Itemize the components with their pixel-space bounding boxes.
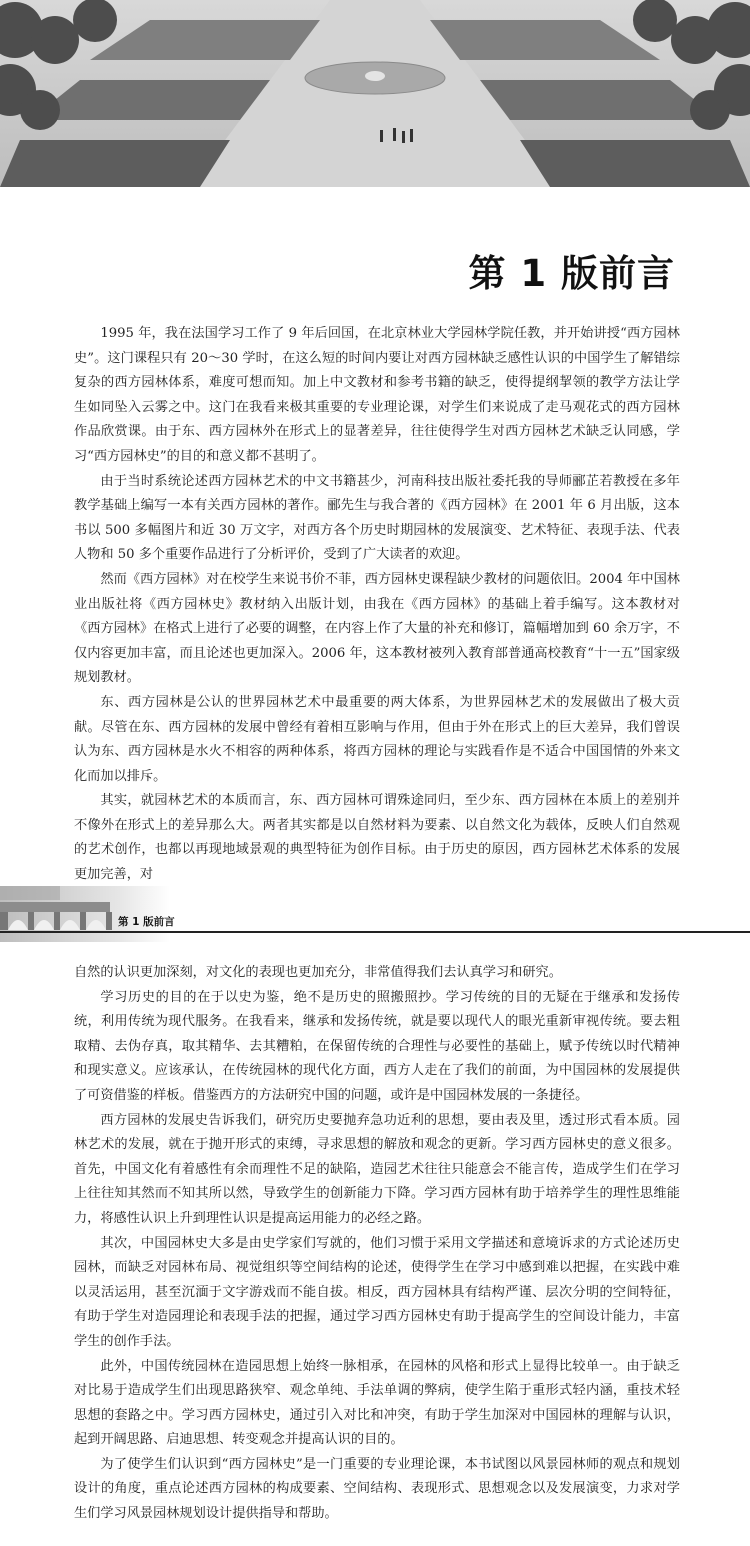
page-header <box>0 886 750 942</box>
header-rule <box>0 931 750 933</box>
paragraph: 其次，中国园林史大多是由史学家们写就的，他们习惯于采用文学描述和意境诉求的方式论述历史园林，而缺乏对园林布局、视觉组织等空间结构的论述，使得学生在学习中感到难以把握，在实践中难以灵活运用，甚至沉湎于文字游戏而不能自拔。相反，西方园林具有结构严谨、层次分明的空间特征，有助于学生对造园理论和表现手法的把握，通过学习西方园林史有助于提高学生的空间设计能力，丰富学生的创作手法。 <box>74 1235 680 1349</box>
paragraph: 然而《西方园林》对在校学生来说书价不菲，西方园林史课程缺少教材的问题依旧。2004 年中国林业出版社将《西方园林史》教材纳入出版计划，由我在《西方园林》的基础上着手编写。这本教材对《西方园林》在格式上进行了必要的调整，在内容上作了大量的补充和修订，篇幅增加到 60 余万字，不仅内容更加丰富，而且论述也更加深入。2006 年，这本教材被列入教育部普通高校教育“十一五”国家级规划教材。 <box>74 571 680 686</box>
paragraph: 此外，中国传统园林在造园思想上始终一脉相承，在园林的风格和形式上显得比较单一。由于缺乏对比易于造成学生们出现思路狭窄、观念单纯、手法单调的弊病，使学生陷于重形式轻内涵，重技术轻思想的套路之中。学习西方园林史，通过引入对比和冲突，有助于学生加深对中国园林的理解与认识，起到开阔思路、启迪思想、转变观念并提高认识的目的。 <box>74 1358 680 1448</box>
running-head: 第 1 版前言 <box>118 916 175 928</box>
body-text-page2 <box>74 961 680 1527</box>
body-text-page1 <box>74 322 680 888</box>
paragraph-continuation: 自然的认识更加深刻，对文化的表现也更加充分，非常值得我们去认真学习和研究。 <box>74 965 562 980</box>
paragraph: 1995 年，我在法国学习工作了 9 年后回国，在北京林业大学园林学院任教，并开始讲授“西方园林史”。这门课程只有 20～30 学时，在这么短的时间内要让对西方园林缺乏感性认识的中国学生了解错综复杂的西方园林体系，难度可想而知。加上中文教材和参考书籍的缺乏，使得提纲挈领的教学方法让学生如同坠入云雾之中。这门在我看来极其重要的专业理论课，对学生们来说成了走马观花式的西方园林作品欣赏课。由于东、西方园林外在形式上的显著差异，往往使得学生对西方园林艺术缺乏认同感，学习“西方园林史”的目的和意义都不甚明了。 <box>74 326 680 464</box>
paragraph: 为了使学生们认识到“西方园林史”是一门重要的专业理论课，本书试图以风景园林师的观点和规划设计的角度，重点论述西方园林的构成要素、空间结构、表现形式、思想观念以及发展演变，力求对学生们学习风景园林规划设计提供指导和帮助。 <box>74 1456 680 1522</box>
paragraph: 东、西方园林是公认的世界园林艺术中最重要的两大体系，为世界园林艺术的发展做出了极大贡献。尽管在东、西方园林的发展中曾经有着相互影响与作用，但由于外在形式上的巨大差异，我们曾误认为东、西方园林是水火不相容的两种体系，将西方园林的理论与实践看作是不适合中国国情的外来文化而加以排斥。 <box>74 694 680 784</box>
page-title: 第 1 版前言 <box>468 252 675 295</box>
formal-garden-photo <box>0 0 750 187</box>
paragraph: 西方园林的发展史告诉我们，研究历史要抛弃急功近利的思想，要由表及里，透过形式看本质。园林艺术的发展，就在于抛开形式的束缚，寻求思想的解放和观念的更新。学习西方园林史的意义很多。首先，中国文化有着感性有余而理性不足的缺陷，造园艺术往往只能意会不能言传，造成学生们在学习上往往知其然而不知其所以然，导致学生的创新能力下降。学习西方园林有助于培养学生的理性思维能力，将感性认识上升到理性认识是提高运用能力的必经之路。 <box>74 1112 680 1226</box>
paragraph: 学习历史的目的在于以史为鉴，绝不是历史的照搬照抄。学习传统的目的无疑在于继承和发扬传统，利用传统为现代服务。在我看来，继承和发扬传统，就是要以现代人的眼光重新审视传统。要去粗取精、去伪存真，取其精华、去其糟粕，在保留传统的合理性与必要性的基础上，赋予传统以时代精神和现实意义。应该承认，在传统园林的现代化方面，西方人走在了我们的前面，为中国园林的发展提供了可资借鉴的样板。借鉴西方的方法研究中国的问题，或许是中国园林发展的一条捷径。 <box>74 989 680 1103</box>
paragraph: 由于当时系统论述西方园林艺术的中文书籍甚少，河南科技出版社委托我的导师郦芷若教授在多年教学基础上编写一本有关西方园林的著作。郦先生与我合著的《西方园林》在 2001 年 6 月出版，这本书以 500 多幅图片和近 30 万文字，对西方各个历史时期园林的发展演变、艺术特征、表现手法、代表人物和 50 多个重要作品进行了分析评价，受到了广大读者的欢迎。 <box>74 473 680 563</box>
paragraph: 其实，就园林艺术的本质而言，东、西方园林可谓殊途同归，至少东、西方园林在本质上的差别并不像外在形式上的差异那么大。两者其实都是以自然材料为要素、以自然文化为载体，反映人们自然观的艺术创作，也都以再现地域景观的典型特征为创作目标。由于历史的原因，西方园林艺术体系的发展更加完善，对 <box>74 793 680 883</box>
